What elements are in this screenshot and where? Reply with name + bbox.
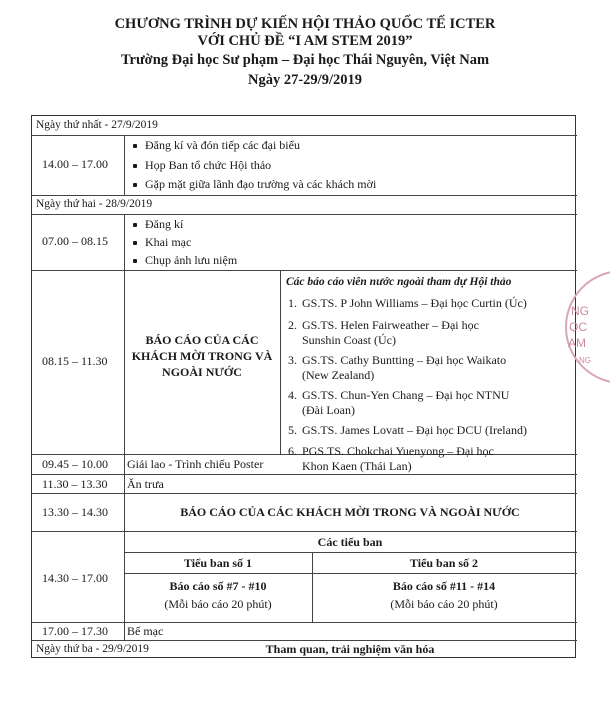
speaker-item: GS.TS. Chun-Yen Chang – Đại học NTNU — [302, 388, 510, 402]
day2-morning-time: 07.00 – 08.15 — [42, 234, 108, 248]
day2-label: Ngày thứ hai - 28/9/2019 — [36, 198, 153, 210]
break-time: 09.45 – 10.00 — [42, 457, 108, 471]
foreign-speakers-heading: Các báo cáo viên nước ngoài tham dự Hội thảo — [286, 276, 512, 288]
bullet-icon — [133, 223, 137, 227]
speaker-num: 4. — [288, 388, 297, 402]
official-stamp: NG ỌC AM NG — [565, 270, 610, 390]
afternoon-time: 13.30 – 14.30 — [42, 505, 108, 519]
doc-subtitle: VỚI CHỦ ĐỀ “I AM STEM 2019” — [197, 33, 413, 49]
sub2-name: Tiểu ban số 2 — [409, 556, 479, 570]
speaker-item-cont: (New Zealand) — [302, 368, 375, 382]
day1-item: Gặp mặt giữa lãnh đạo trường và các khách mời — [145, 177, 377, 191]
afternoon-text: BÁO CÁO CỦA CÁC KHÁCH MỜI TRONG VÀ NGOÀI NƯỚC — [180, 505, 520, 519]
speaker-item: GS.TS. P John Williams – Đại học Curtin (Úc) — [302, 296, 527, 310]
speaker-item-cont: Sunshin Coast (Úc) — [302, 333, 396, 347]
speaker-item: PGS.TS. Chokchai Yuenyong – Đại học — [302, 444, 494, 458]
speaker-item-cont: Khon Kaen (Thái Lan) — [302, 459, 412, 473]
day2-morning-item: Đăng kí — [145, 217, 184, 231]
closing-text: Bế mạc — [127, 624, 164, 638]
day1-item: Họp Ban tổ chức Hội thảo — [145, 158, 272, 172]
speaker-num: 6. — [288, 444, 297, 458]
plenary-title: NGOÀI NƯỚC — [162, 365, 242, 379]
subcommittees-heading: Các tiểu ban — [317, 535, 383, 549]
day1-label: Ngày thứ nhất - 27/9/2019 — [36, 119, 158, 131]
closing-time: 17.00 – 17.30 — [42, 624, 108, 638]
day2-morning-item: Chụp ảnh lưu niệm — [145, 253, 238, 267]
sub1-reports: Báo cáo số #7 - #10 — [169, 579, 267, 593]
bullet-icon — [133, 241, 137, 245]
day3-label: Ngày thứ ba - 29/9/2019 — [36, 643, 149, 655]
subcommittees-time: 14.30 – 17.00 — [42, 571, 108, 585]
speaker-item: GS.TS. James Lovatt – Đại học DCU (Ireland) — [302, 423, 527, 437]
bullet-icon — [133, 164, 137, 168]
speaker-num: 5. — [288, 423, 297, 437]
speaker-num: 1. — [288, 296, 297, 310]
speaker-item: GS.TS. Helen Fairweather – Đại học — [302, 318, 479, 332]
doc-title: CHƯƠNG TRÌNH DỰ KIẾN HỘI THẢO QUỐC TẾ ICTER — [114, 16, 496, 32]
day3-text: Tham quan, trải nghiệm văn hóa — [265, 642, 435, 656]
day1-item: Đăng kí và đón tiếp các đại biểu — [145, 138, 300, 152]
lunch-text: Ăn trưa — [127, 477, 164, 491]
sub1-name: Tiểu ban số 1 — [183, 556, 253, 570]
day2-morning-item: Khai mạc — [145, 235, 192, 249]
lunch-time: 11.30 – 13.30 — [42, 477, 108, 491]
break-text: Giải lao - Trình chiếu Poster — [127, 457, 264, 471]
doc-dates: Ngày 27-29/9/2019 — [248, 72, 362, 88]
sub2-reports: Báo cáo số #11 - #14 — [392, 579, 496, 593]
speaker-item: GS.TS. Cathy Buntting – Đại học Waikato — [302, 353, 507, 367]
speaker-item-cont: (Đài Loan) — [302, 403, 355, 417]
plenary-time: 08.15 – 11.30 — [42, 354, 108, 368]
speaker-num: 2. — [288, 318, 297, 332]
bullet-icon — [133, 183, 137, 187]
plenary-title: KHÁCH MỜI TRONG VÀ — [131, 349, 273, 363]
sub2-note: (Mỗi báo cáo 20 phút) — [390, 597, 498, 611]
sub1-note: (Mỗi báo cáo 20 phút) — [164, 597, 272, 611]
doc-organizer: Trường Đại học Sư phạm – Đại học Thái Nguyên, Việt Nam — [120, 52, 490, 68]
plenary-title: BÁO CÁO CỦA CÁC — [145, 333, 259, 347]
bullet-icon — [133, 144, 137, 148]
day1-time: 14.00 – 17.00 — [42, 157, 108, 171]
speaker-num: 3. — [288, 353, 297, 367]
bullet-icon — [133, 259, 137, 263]
